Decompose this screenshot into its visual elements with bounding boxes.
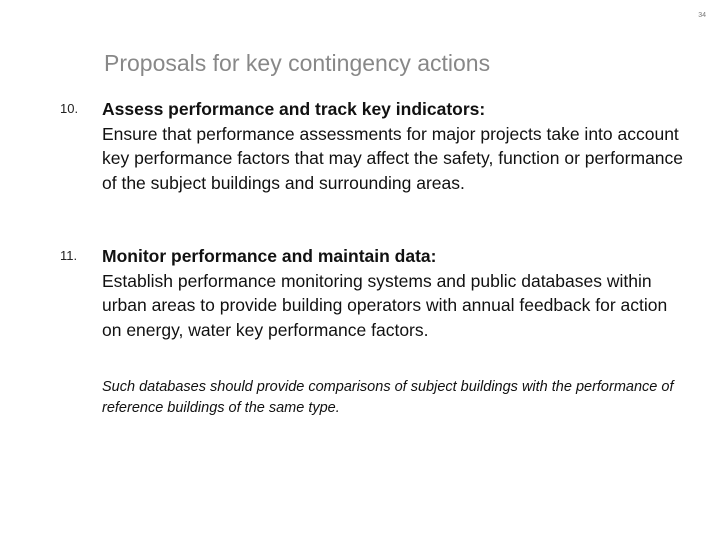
- list-item: [60, 97, 690, 195]
- item-text: Establish performance monitoring systems and public databases within urban areas to provide building operators with annual feedback for action on energy, water key performance factors.: [102, 270, 668, 340]
- item-heading: Monitor performance and maintain data:: [102, 246, 437, 266]
- note-text: Such databases should provide comparisons of subject buildings with the performance of reference buildings of the same type.: [102, 379, 674, 416]
- list-item: [60, 244, 690, 342]
- item-body: [102, 244, 690, 342]
- item-heading: Assess performance and track key indicators:: [102, 99, 486, 119]
- page-number: 34: [698, 12, 706, 19]
- item-body: [102, 97, 690, 195]
- item-number: 10.: [60, 101, 79, 116]
- item-number: 11.: [60, 248, 78, 263]
- page-title: Proposals for key contingency actions: [104, 50, 491, 76]
- item-text: Ensure that performance assessments for major projects take into account key performance factors that may affect the safety, function or performance of the subject buildings and surrounding areas.: [102, 123, 684, 193]
